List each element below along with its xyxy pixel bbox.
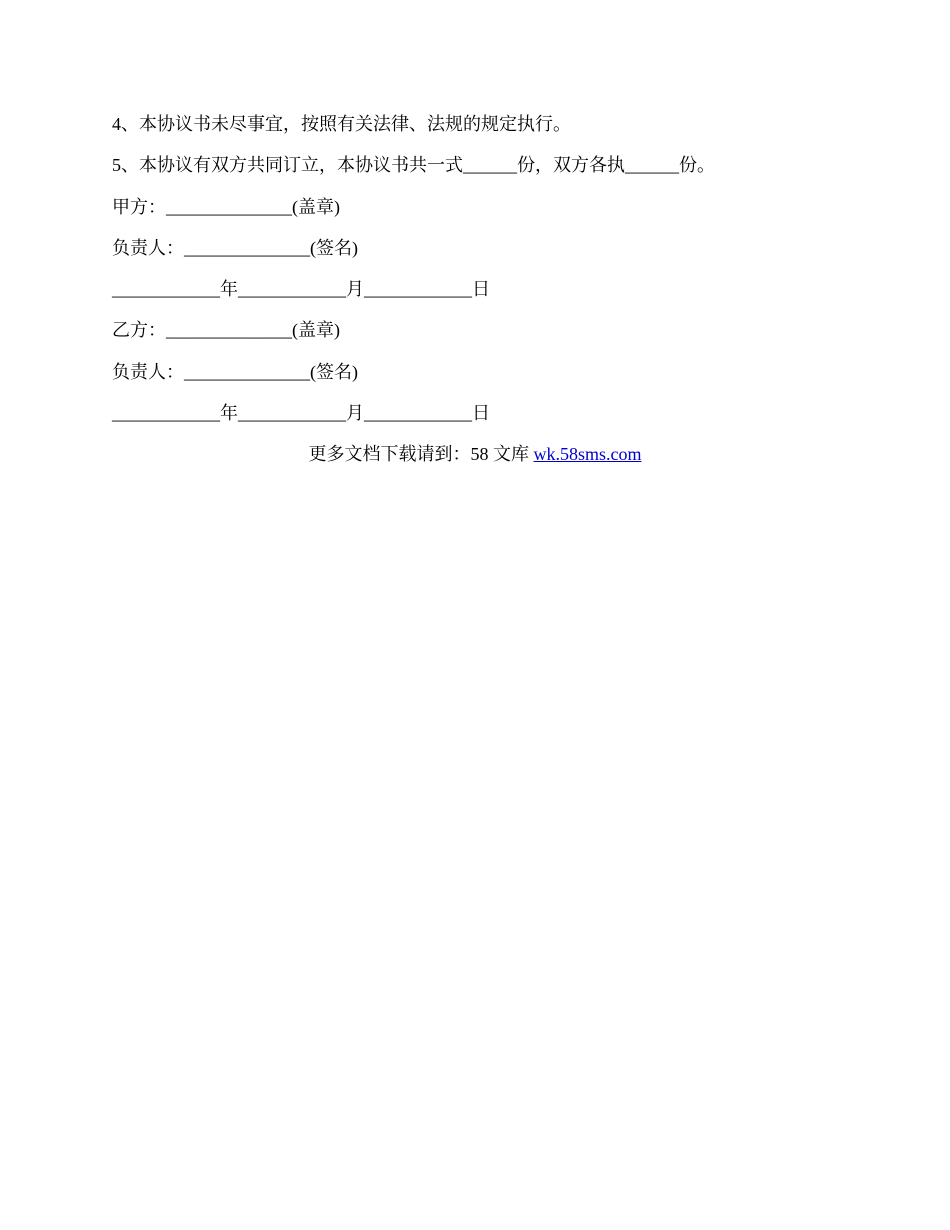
- party-b-seal-line: 乙方：______________(盖章): [112, 320, 340, 340]
- party-b-date-line: ____________年____________月____________日: [112, 403, 490, 423]
- party-a-date-line: ____________年____________月____________日: [112, 279, 490, 299]
- clause-5: 5、本协议有双方共同订立，本协议书共一式______份，双方各执______份。: [112, 155, 715, 175]
- party-b-signatory-line: 负责人：______________(签名): [112, 362, 358, 382]
- party-a-seal-line: 甲方：______________(盖章): [112, 197, 340, 217]
- footer-link[interactable]: wk.58sms.com: [533, 444, 642, 464]
- clause-4: 4、本协议书未尽事宜，按照有关法律、法规的规定执行。: [112, 114, 571, 134]
- download-footer: [0, 442, 950, 466]
- footer-text: 更多文档下载请到：58 文库: [308, 444, 534, 464]
- party-a-signatory-line: 负责人：______________(签名): [112, 238, 358, 258]
